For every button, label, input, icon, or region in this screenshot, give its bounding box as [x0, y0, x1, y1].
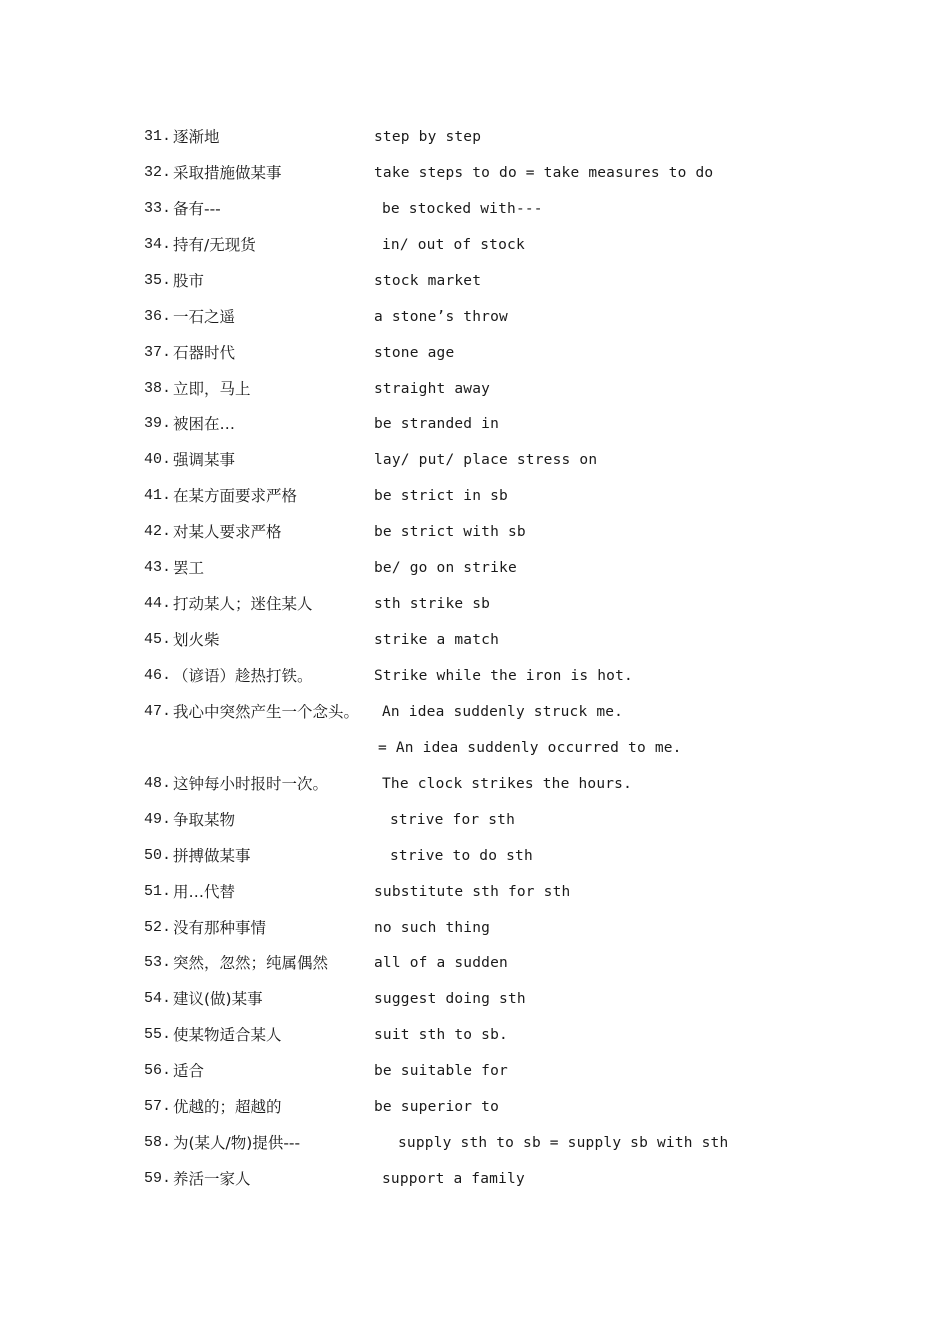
item-number: 38. [144, 379, 172, 397]
chinese-phrase: 备有--- [173, 199, 221, 218]
list-item [0, 1023, 950, 1047]
english-phrase: be strict in sb [374, 488, 508, 505]
list-item [0, 412, 950, 436]
chinese-phrase: 一石之遥 [173, 307, 236, 326]
list-item [0, 448, 950, 472]
item-number: 43. [144, 559, 172, 577]
chinese-phrase: 罢工 [173, 559, 205, 578]
list-item [0, 592, 950, 616]
chinese-phrase: 打动某人；迷住某人 [173, 595, 313, 614]
chinese-phrase: 争取某物 [173, 810, 236, 829]
item-number: 48. [144, 774, 172, 792]
chinese-phrase: 采取措施做某事 [173, 163, 282, 182]
item-number: 51. [144, 882, 172, 900]
english-phrase: a stone’s throw [374, 308, 508, 325]
english-phrase: strive for sth [390, 811, 516, 828]
chinese-phrase: 股市 [173, 271, 205, 290]
list-item [0, 880, 950, 904]
item-number: 36. [144, 307, 172, 325]
item-number: 31. [144, 128, 172, 145]
english-phrase: support a family [382, 1171, 525, 1187]
list-item [0, 341, 950, 365]
item-number: 33. [144, 199, 172, 217]
english-phrase: all of a sudden [374, 955, 508, 972]
list-item [0, 305, 950, 329]
item-number: 57. [144, 1098, 172, 1116]
chinese-phrase: 划火柴 [173, 631, 220, 649]
item-number: 44. [144, 595, 172, 613]
list-item [0, 1095, 950, 1119]
item-number: 59. [144, 1170, 172, 1187]
chinese-phrase: 在某方面要求严格 [173, 487, 298, 506]
list-item [0, 664, 950, 688]
english-phrase: An idea suddenly struck me. [382, 703, 624, 720]
english-phrase: supply sth to sb = supply sb with sth [398, 1135, 729, 1151]
english-phrase: strike a match [374, 632, 500, 648]
english-phrase: be superior to [374, 1099, 500, 1116]
english-phrase: lay/ put/ place stress on [374, 452, 598, 469]
item-number: 53. [144, 954, 172, 972]
list-item [0, 197, 950, 221]
english-phrase: take steps to do = take measures to do [374, 164, 714, 181]
list-item [0, 484, 950, 508]
chinese-phrase: 石器时代 [173, 343, 236, 362]
chinese-phrase: 这钟每小时报时一次。 [173, 774, 329, 793]
list-item [0, 916, 950, 940]
chinese-phrase: 对某人要求严格 [173, 523, 282, 542]
english-phrase: suggest doing sth [374, 991, 526, 1008]
item-number: 49. [144, 810, 172, 828]
english-phrase: = An idea suddenly occurred to me. [378, 739, 682, 756]
item-number: 54. [144, 990, 172, 1008]
item-number: 50. [144, 846, 172, 864]
english-phrase: be stocked with--- [382, 200, 543, 217]
item-number: 46. [144, 667, 172, 684]
chinese-phrase: 养活一家人 [173, 1170, 251, 1188]
item-number: 58. [144, 1134, 172, 1151]
chinese-phrase: 为(某人/物)提供--- [173, 1134, 301, 1152]
list-item [0, 951, 950, 975]
english-phrase: Strike while the iron is hot. [374, 668, 633, 684]
english-phrase: be stranded in [374, 416, 500, 433]
list-item [0, 233, 950, 257]
list-item [0, 808, 950, 832]
english-phrase: straight away [374, 380, 491, 397]
english-phrase: The clock strikes the hours. [382, 775, 633, 792]
chinese-phrase: 优越的；超越的 [173, 1098, 282, 1117]
english-phrase: strive to do sth [390, 847, 533, 864]
item-number: 39. [144, 415, 172, 433]
chinese-phrase: 我心中突然产生一个念头。 [173, 702, 360, 721]
list-item [0, 736, 950, 760]
english-phrase: substitute sth for sth [374, 883, 571, 900]
english-phrase: be/ go on strike [374, 560, 517, 577]
item-number: 35. [144, 271, 172, 289]
english-phrase: in/ out of stock [382, 236, 525, 253]
chinese-phrase: 拼搏做某事 [173, 846, 251, 865]
list-item [0, 520, 950, 544]
list-item [0, 628, 950, 652]
english-phrase: stone age [374, 344, 455, 361]
item-number: 52. [144, 918, 172, 936]
chinese-phrase: 适合 [173, 1062, 205, 1081]
chinese-phrase: 建议(做)某事 [173, 990, 263, 1009]
chinese-phrase: 强调某事 [173, 451, 236, 470]
english-phrase: step by step [374, 129, 482, 145]
list-item [0, 772, 950, 796]
chinese-phrase: 没有那种事情 [173, 918, 267, 937]
list-item [0, 1131, 950, 1155]
list-item [0, 556, 950, 580]
list-item [0, 1167, 950, 1191]
item-number: 34. [144, 235, 172, 253]
list-item [0, 377, 950, 401]
english-phrase: stock market [374, 272, 482, 289]
item-number: 45. [144, 631, 172, 648]
list-item [0, 844, 950, 868]
chinese-phrase: 持有/无现货 [173, 235, 256, 254]
chinese-phrase: 用…代替 [173, 882, 236, 901]
english-phrase: suit sth to sb. [374, 1027, 508, 1044]
item-number: 42. [144, 523, 172, 541]
english-phrase: be strict with sb [374, 524, 526, 541]
english-phrase: no such thing [374, 919, 491, 936]
item-number: 56. [144, 1062, 172, 1080]
item-number: 40. [144, 451, 172, 469]
chinese-phrase: 使某物适合某人 [173, 1026, 282, 1045]
item-number: 32. [144, 163, 172, 181]
chinese-phrase: 被困在… [173, 415, 236, 434]
list-item [0, 700, 950, 724]
item-number: 47. [144, 702, 172, 720]
chinese-phrase: 突然，忽然；纯属偶然 [173, 954, 329, 973]
list-item [0, 125, 950, 149]
english-phrase: be suitable for [374, 1063, 508, 1080]
item-number: 41. [144, 487, 172, 505]
item-number: 37. [144, 343, 172, 361]
list-item [0, 1059, 950, 1083]
list-item [0, 987, 950, 1011]
chinese-phrase: （谚语）趁热打铁。 [173, 667, 313, 685]
chinese-phrase: 逐渐地 [173, 128, 220, 146]
item-number: 55. [144, 1026, 172, 1044]
list-item [0, 269, 950, 293]
english-phrase: sth strike sb [374, 596, 491, 613]
chinese-phrase: 立即，马上 [173, 379, 251, 398]
list-item [0, 161, 950, 185]
